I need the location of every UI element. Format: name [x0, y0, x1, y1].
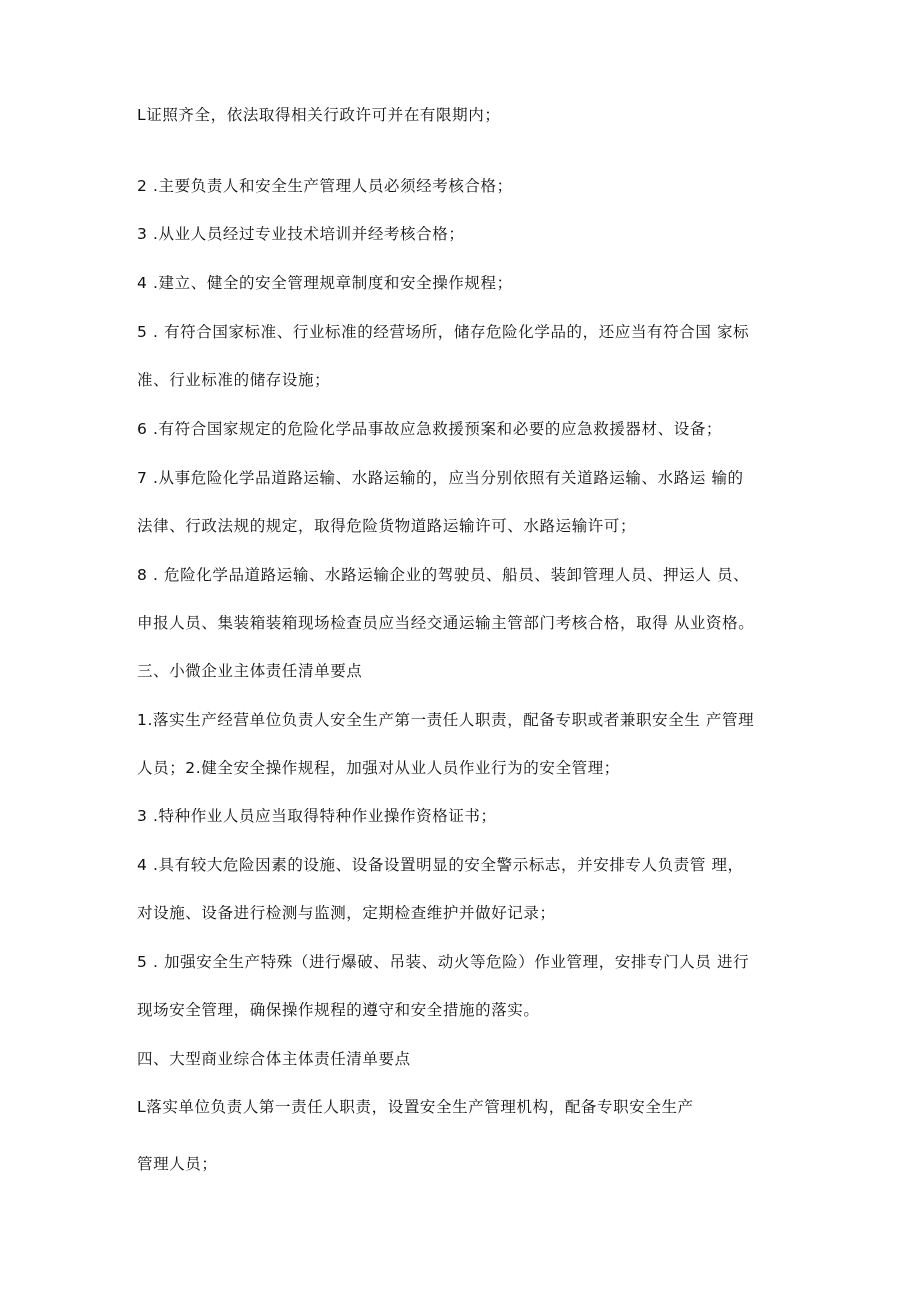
paragraph-line: 5 . 有符合国家标准、行业标准的经营场所，储存危险化学品的，还应当有符合国 家标 — [137, 323, 750, 341]
paragraph-line: 5 . 加强安全生产特殊（进行爆破、吊装、动火等危险）作业管理，安排专门人员 进行 — [137, 953, 750, 971]
paragraph-line: 现场安全管理，确保操作规程的遵守和安全措施的落实。 — [137, 1001, 540, 1019]
paragraph-line: 2 .主要负责人和安全生产管理人员必须经考核合格； — [137, 177, 513, 195]
paragraph-line: 法律、行政法规的规定，取得危险货物道路运输许可、水路运输许可； — [137, 517, 637, 535]
paragraph-line: 对设施、设备进行检测与监测，定期检查维护并做好记录； — [137, 904, 556, 922]
paragraph-line: 申报人员、集装箱装箱现场检查员应当经交通运输主管部门考核合格，取得 从业资格。 — [137, 614, 755, 632]
paragraph-line: 3 .特种作业人员应当取得特种作业操作资格证书； — [137, 807, 497, 825]
paragraph-line: 4 .建立、健全的安全管理规章制度和安全操作规程； — [137, 274, 513, 292]
paragraph-line: L证照齐全，依法取得相关行政许可并在有限期内； — [137, 106, 501, 124]
paragraph-line: 3 .从业人员经过专业技术培训并经考核合格； — [137, 225, 465, 243]
section-heading: 三、小微企业主体责任清单要点 — [137, 662, 363, 680]
paragraph-line: 7 .从事危险化学品道路运输、水路运输的，应当分别依照有关道路运输、水路运 输的 — [137, 469, 744, 487]
paragraph-line: 准、行业标准的储存设施； — [137, 371, 331, 389]
paragraph-line: 6 .有符合国家规定的危险化学品事故应急救援预案和必要的应急救援器材、设备； — [137, 420, 723, 438]
paragraph-line: 管理人员； — [137, 1155, 218, 1173]
paragraph-line: 人员；2.健全安全操作规程，加强对从业人员作业行为的安全管理； — [137, 759, 620, 777]
section-heading: 四、大型商业综合体主体责任清单要点 — [137, 1050, 411, 1068]
paragraph-line: 1.落实生产经营单位负责人安全生产第一责任人职责，配备专职或者兼职安全生 产管理 — [137, 711, 755, 729]
paragraph-line: L落实单位负责人第一责任人职责，设置安全生产管理机构，配备专职安全生产 — [137, 1098, 694, 1116]
paragraph-line: 4 .具有较大危险因素的设施、设备设置明显的安全警示标志，并安排专人负责管 理， — [137, 856, 744, 874]
paragraph-line: 8 . 危险化学品道路运输、水路运输企业的驾驶员、船员、装卸管理人员、押运人 员、 — [137, 566, 750, 584]
